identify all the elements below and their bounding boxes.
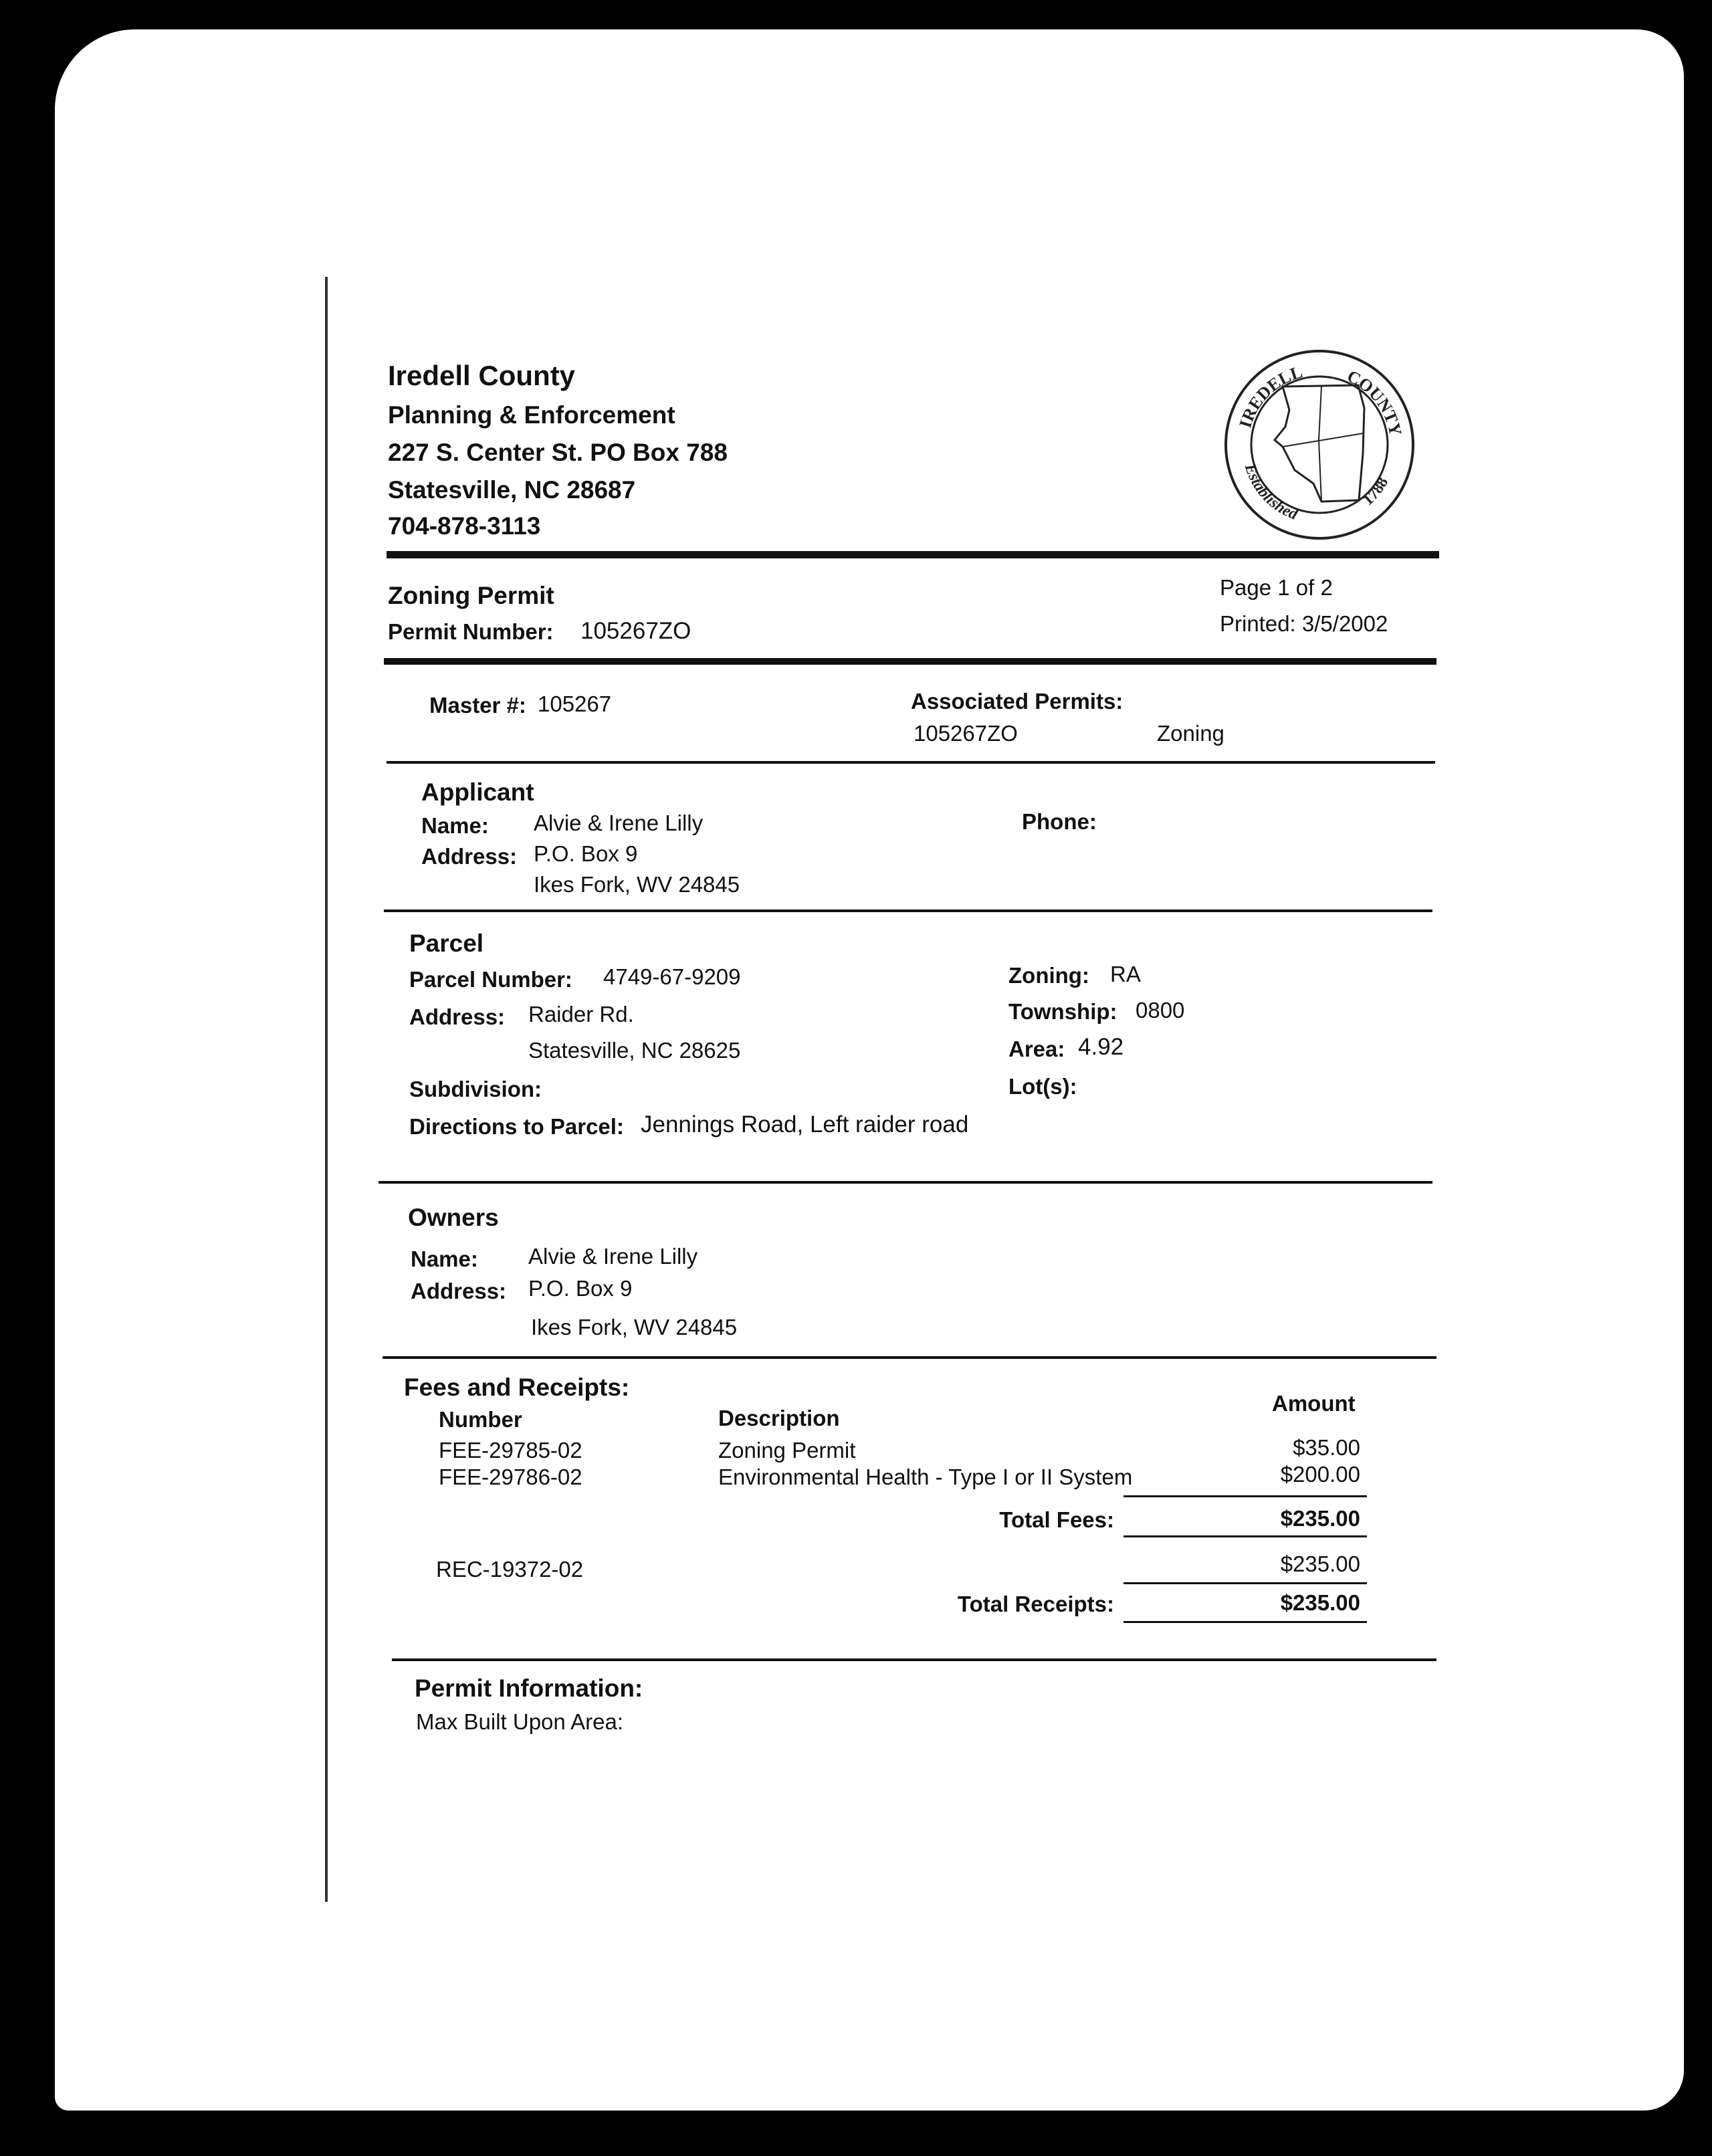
- zoning-value: RA: [1110, 962, 1141, 986]
- fees-heading: Fees and Receipts:: [404, 1374, 630, 1401]
- permit-info-heading: Permit Information:: [415, 1675, 643, 1702]
- area-value: 4.92: [1078, 1034, 1124, 1060]
- permit-title: Zoning Permit: [388, 582, 554, 609]
- fee-row-1-number: FEE-29785-02: [439, 1438, 582, 1463]
- svg-text:IREDELL: [1235, 362, 1305, 430]
- directions-value: Jennings Road, Left raider road: [641, 1111, 969, 1138]
- owners-address-label: Address:: [411, 1279, 507, 1303]
- svg-text:COUNTY: [1344, 366, 1406, 438]
- total-fees-bottom-rule: [1124, 1535, 1367, 1537]
- master-label: Master #:: [429, 693, 526, 718]
- receipt-amount: $235.00: [1280, 1551, 1360, 1576]
- seal-text-established: Established: [1241, 461, 1301, 524]
- seal-text-iredell: IREDELL: [1235, 362, 1305, 431]
- subdivision-label: Subdivision:: [409, 1077, 542, 1101]
- lots-label: Lot(s):: [1008, 1074, 1077, 1099]
- seal-text-year: 1788: [1359, 474, 1392, 510]
- county-seal-logo: [1221, 346, 1418, 543]
- applicant-address-line2: Ikes Fork, WV 24845: [534, 872, 740, 897]
- office-address: 227 S. Center St. PO Box 788: [388, 439, 728, 466]
- fees-col-number: Number: [439, 1407, 522, 1432]
- seal-text-county: COUNTY: [1344, 366, 1406, 438]
- parcel-address-label: Address:: [409, 1004, 506, 1029]
- printed-date: Printed: 3/5/2002: [1220, 611, 1388, 636]
- applicant-name: Alvie & Irene Lilly: [534, 811, 704, 835]
- associated-permit-type: Zoning: [1157, 721, 1224, 746]
- total-receipts-label: Total Receipts:: [957, 1592, 1114, 1616]
- fees-col-amount: Amount: [1272, 1391, 1356, 1416]
- svg-text:Established: [1241, 461, 1301, 524]
- owners-name: Alvie & Irene Lilly: [528, 1244, 698, 1269]
- total-fees-value: $235.00: [1280, 1506, 1360, 1531]
- max-built-area-label: Max Built Upon Area:: [416, 1709, 623, 1734]
- directions-label: Directions to Parcel:: [409, 1114, 624, 1139]
- parcel-divider: [379, 1181, 1432, 1184]
- fee-row-2-number: FEE-29786-02: [439, 1465, 582, 1489]
- parcel-heading: Parcel: [409, 930, 484, 957]
- master-number: 105267: [538, 691, 612, 716]
- permit-number-label: Permit Number:: [388, 619, 554, 644]
- parcel-number: 4749-67-9209: [603, 964, 741, 989]
- owners-address-line2: Ikes Fork, WV 24845: [531, 1315, 738, 1339]
- document-page: [55, 29, 1684, 2111]
- receipt-number: REC-19372-02: [436, 1557, 584, 1582]
- office-phone: 704-878-3113: [388, 512, 541, 540]
- applicant-address-line1: P.O. Box 9: [534, 841, 638, 866]
- master-divider: [387, 761, 1435, 764]
- department-name: Planning & Enforcement: [388, 401, 675, 429]
- page-indicator: Page 1 of 2: [1220, 575, 1333, 600]
- fees-divider: [392, 1658, 1436, 1661]
- office-city: Statesville, NC 28687: [388, 476, 636, 504]
- associated-permit-number: 105267ZO: [914, 721, 1018, 746]
- parcel-address-line1: Raider Rd.: [528, 1002, 634, 1027]
- owners-name-label: Name:: [411, 1247, 478, 1271]
- applicant-address-label: Address:: [421, 844, 518, 869]
- permit-divider: [384, 658, 1436, 665]
- permit-number: 105267ZO: [580, 618, 691, 644]
- applicant-phone-label: Phone:: [1022, 809, 1097, 834]
- fees-col-description: Description: [718, 1406, 840, 1430]
- page-edge-line: [325, 277, 328, 1902]
- owners-heading: Owners: [408, 1204, 499, 1231]
- owners-divider: [383, 1356, 1436, 1359]
- area-label: Area:: [1008, 1037, 1065, 1061]
- zoning-label: Zoning:: [1008, 963, 1089, 988]
- owners-address-line1: P.O. Box 9: [528, 1276, 633, 1301]
- header-divider: [387, 551, 1439, 558]
- fee-row-1-description: Zoning Permit: [718, 1438, 856, 1463]
- parcel-number-label: Parcel Number:: [409, 967, 572, 992]
- fee-row-2-amount: $200.00: [1280, 1462, 1360, 1487]
- total-receipts-value: $235.00: [1280, 1590, 1360, 1615]
- applicant-divider: [384, 909, 1432, 912]
- parcel-address-line2: Statesville, NC 28625: [528, 1038, 741, 1063]
- township-label: Township:: [1008, 999, 1117, 1024]
- associated-permits-label: Associated Permits:: [911, 689, 1124, 714]
- applicant-name-label: Name:: [421, 813, 489, 838]
- fee-row-1-amount: $35.00: [1293, 1435, 1360, 1460]
- total-fees-label: Total Fees:: [999, 1507, 1114, 1532]
- fee-row-2-description: Environmental Health - Type I or II System: [718, 1465, 1133, 1489]
- county-name: Iredell County: [388, 360, 576, 391]
- township-value: 0800: [1136, 998, 1185, 1022]
- total-fees-top-rule: [1124, 1495, 1367, 1497]
- total-receipts-bottom-rule: [1124, 1621, 1367, 1623]
- svg-text:1788: [1360, 474, 1392, 509]
- total-receipts-top-rule: [1124, 1582, 1367, 1584]
- applicant-heading: Applicant: [421, 778, 534, 806]
